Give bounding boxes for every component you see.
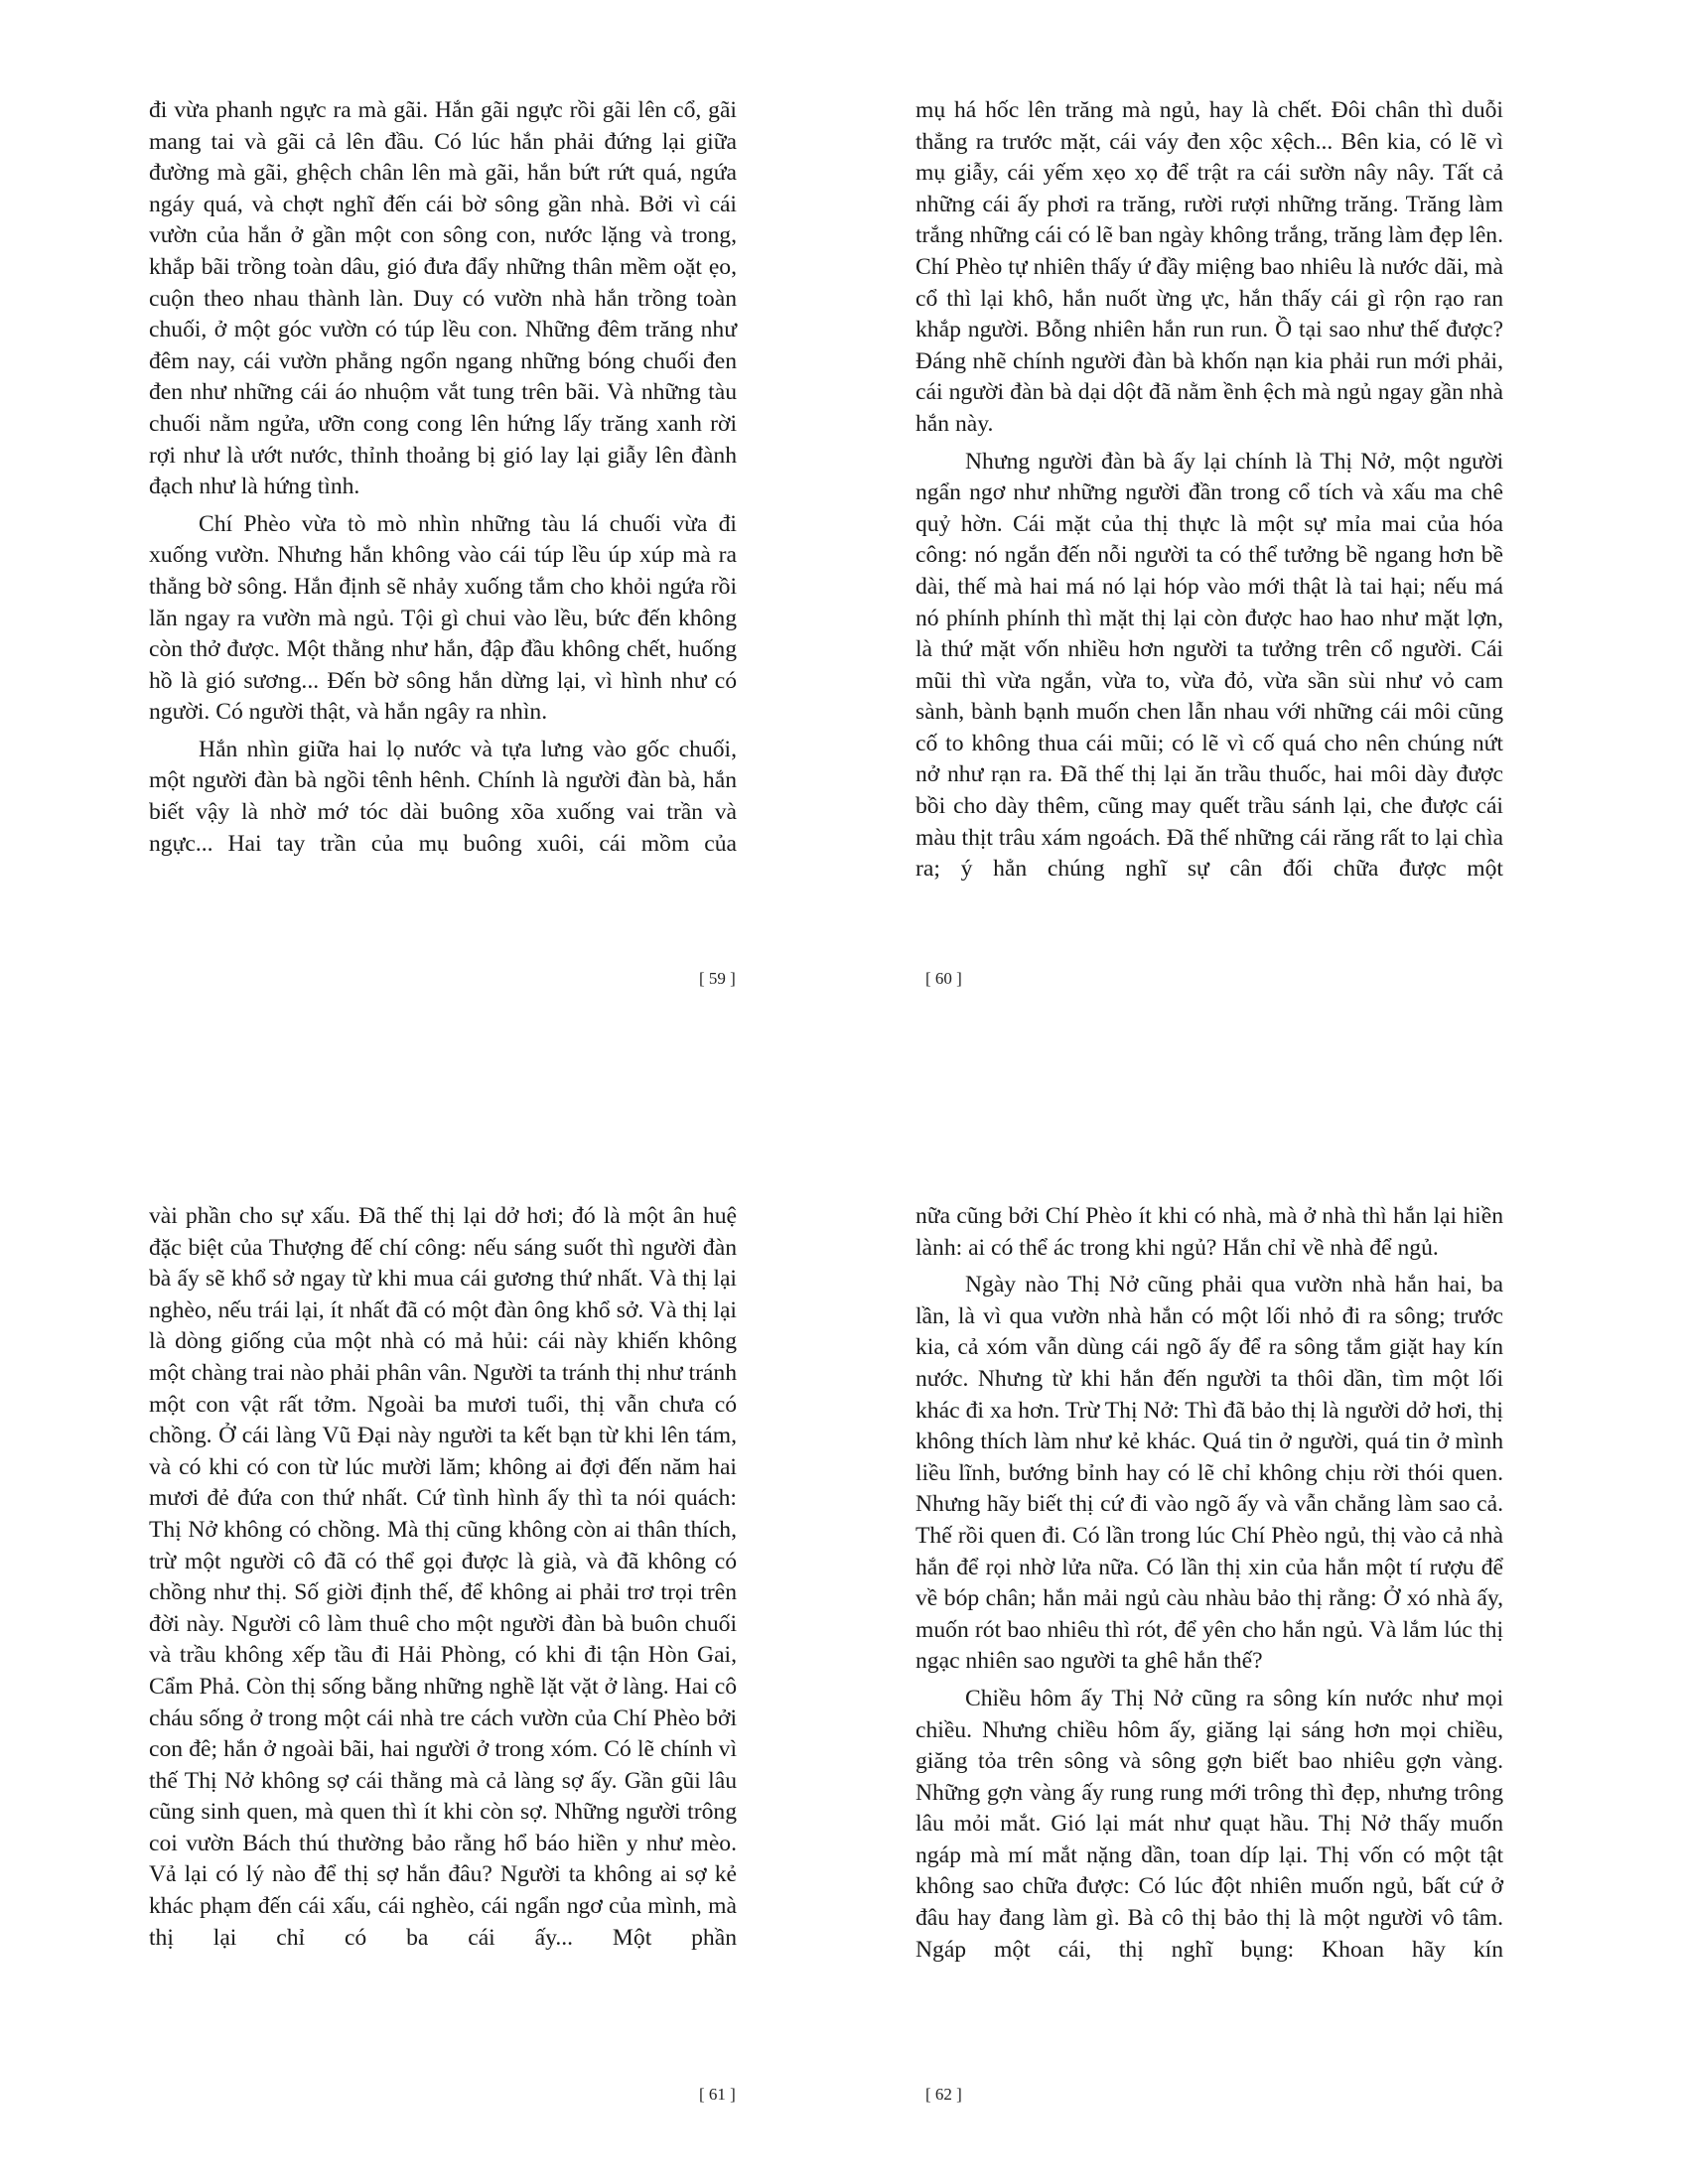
page-60-body (915, 95, 1503, 886)
paragraph: mụ há hốc lên trăng mà ngủ, hay là chết. Đôi chân thì duỗi thẳng ra trước mặt, cái váy đen xộc xệch... Bên kia, có lẽ vì mụ giẫy, cái yếm xẹo xọ để trật ra cái sườn nây nây. Tất cả những cái ấy phơi ra trăng, rười rượi những trăng. Trăng làm trắng những cái có lẽ ban ngày không trắng, trăng làm đẹp lên. Chí Phèo tự nhiên thấy ứ đầy miệng bao nhiêu là nước dãi, mà cổ thì lại khô, hắn nuốt ừng ực, hắn thấy cái gì rộn rạo ran khắp người. Bỗng nhiên hắn run run. Ồ tại sao như thế được? Đáng nhẽ chính người đàn bà khốn nạn kia phải run mới phải, cái người đàn bà dại dột đã nằm ềnh ệch mà ngủ ngay gần nhà hắn này. (915, 97, 1503, 437)
page-60 (915, 95, 1503, 891)
page-61 (149, 1201, 737, 1960)
page-59-body (149, 95, 737, 860)
paragraph: nữa cũng bởi Chí Phèo ít khi có nhà, mà ở nhà thì hắn lại hiền lành: ai có thể ác trong khi ngủ? Hắn chỉ về nhà để ngủ. (915, 1203, 1503, 1261)
paragraph: Ngày nào Thị Nở cũng phải qua vườn nhà hắn hai, ba lần, là vì qua vườn nhà hắn có một lối nhỏ đi ra sông; trước kia, cả xóm vẫn dùng cái ngõ ấy để ra sông tắm giặt hay kín nước. Nhưng từ khi hắn đến người ta thôi dần, tìm một lối khác đi xa hơn. Trừ Thị Nở: Thì đã bảo thị là người dở hơi, thị không thích làm như kẻ khác. Quá tin ở người, quá tin ở mình liều lĩnh, bướng bỉnh hay có lẽ chỉ không chịu rời thói quen. Nhưng hãy biết thị cứ đi vào ngõ ấy và vẫn chẳng làm sao cả. Thế rồi quen đi. Có lần trong lúc Chí Phèo ngủ, thị vào cả nhà hắn để rọi nhờ lửa nữa. Có lần thị xin của hắn một tí rượu để về bóp chân; hắn mải ngủ càu nhàu bảo thị rằng: Ở xó nhà ấy, muốn rót bao nhiêu thì rót, để yên cho hắn ngủ. Và lắm lúc thị ngạc nhiên sao người ta ghê hắn thế? (915, 1272, 1503, 1675)
paragraph: Nhưng người đàn bà ấy lại chính là Thị Nở, một người ngẩn ngơ như những người đần trong cổ tích và xấu ma chê quỷ hờn. Cái mặt của thị thực là một sự mỉa mai của hóa công: nó ngắn đến nỗi người ta có thể tưởng bề ngang hơn bề dài, thế mà hai má nó lại hóp vào mới thật là tai hại; nếu má nó phính phính thì mặt thị lại còn được hao hao như mặt lợn, là thứ mặt vốn nhiều hơn người ta tưởng trên cổ người. Cái mũi thì vừa ngắn, vừa to, vừa đỏ, vừa sần sùi như vỏ cam sành, bành bạnh muốn chen lẫn nhau với những cái môi cũng cố to không thua cái mũi; có lẽ vì cố quá cho nên chúng nứt nở như rạn ra. Đã thế thị lại ăn trầu thuốc, hai môi dày được bồi cho dày thêm, cũng may quết trầu sánh lại, che được cái màu thịt trâu xám ngoách. Đã thế những cái răng rất to lại chìa ra; ý hẳn chúng nghĩ sự cân đối chữa được một (915, 448, 1503, 883)
paragraph: Chí Phèo vừa tò mò nhìn những tàu lá chuối vừa đi xuống vườn. Nhưng hắn không vào cái túp lều úp xúp mà ra thẳng bờ sông. Hắn định sẽ nhảy xuống tắm cho khỏi ngứa rồi lăn ngay ra vườn mà ngủ. Tội gì chui vào lều, bức đến không còn thở được. Một thằng như hắn, đập đầu không chết, huống hồ là gió sương... Đến bờ sông hắn dừng lại, vì hình như có người. Có người thật, và hắn ngây ra nhìn. (149, 510, 737, 726)
page-number: [ 61 ] (699, 2085, 736, 2104)
paragraph: đi vừa phanh ngực ra mà gãi. Hắn gãi ngực rồi gãi lên cổ, gãi mang tai và gãi cả lên đầu. Có lúc hắn phải đứng lại giữa đường mà gãi, ghệch chân lên mà gãi, hắn bứt rứt quá, ngứa ngáy quá, và chợt nghĩ đến cái bờ sông gần nhà. Bởi vì cái vườn của hắn ở gần một con sông con, nước lặng và trong, khắp bãi trồng toàn dâu, gió đưa đẩy những thân mềm oặt ẹo, cuộn theo nhau thành làn. Duy có vườn nhà hắn trồng toàn chuối, ở một góc vườn có túp lều con. Những đêm trăng như đêm nay, cái vườn phẳng ngổn ngang những bóng chuối đen đen như những cái áo nhuộm vắt tung trên bãi. Và những tàu chuối nằm ngửa, ưỡn cong cong lên hứng lấy trăng xanh rời rợi như là ướt nước, thỉnh thoảng bị gió lay lại giẫy lên đành đạch như là hứng tình. (149, 97, 737, 500)
page-number: [ 62 ] (925, 2085, 962, 2104)
page-number: [ 59 ] (699, 969, 736, 988)
page-62 (915, 1201, 1503, 1972)
paragraph: Chiều hôm ấy Thị Nở cũng ra sông kín nước như mọi chiều. Nhưng chiều hôm ấy, giăng lại sáng hơn mọi chiều, giăng tỏa trên sông và sông gợn biết bao nhiêu gợn vàng. Những gợn vàng ấy rung rung mới trông thì đẹp, nhưng trông lâu mỏi mắt. Gió lại mát như quạt hầu. Thị Nở thấy muốn ngáp mà mí mắt nặng dần, toan díp lại. Thị vốn có một tật không sao chữa được: Có lúc đột nhiên muốn ngủ, bất cứ ở đâu hay đang làm gì. Bà cô thị bảo thị là một người vô tâm. Ngáp một cái, thị nghĩ bụng: Khoan hãy kín (915, 1685, 1503, 1963)
page-62-body (915, 1201, 1503, 1966)
page-61-body (149, 1201, 737, 1954)
paragraph: Hắn nhìn giữa hai lọ nước và tựa lưng vào gốc chuối, một người đàn bà ngồi tênh hênh. Chính là người đàn bà, hắn biết vậy là nhờ mớ tóc dài buông xõa xuống vai trần và ngực... Hai tay trần của mụ buông xuôi, cái mồm của (149, 736, 737, 857)
paragraph: vài phần cho sự xấu. Đã thế thị lại dở hơi; đó là một ân huệ đặc biệt của Thượng đế chí công: nếu sáng suốt thì người đàn bà ấy sẽ khổ sở ngay từ khi mua cái gương thứ nhất. Và thị lại nghèo, nếu trái lại, ít nhất đã có một đàn ông khổ sở. Và thị lại là dòng giống của một nhà có mả hủi: cái này khiến không một chàng trai nào phải phân vân. Người ta tránh thị như tránh một con vật rất tởm. Ngoài ba mươi tuổi, thị vẫn chưa có chồng. Ở cái làng Vũ Đại này người ta kết bạn từ khi lên tám, và có khi có con từ lúc mười lăm; không ai đợi đến năm hai mươi đẻ đứa con thứ nhất. Cứ tình hình ấy thì ta nói quách: Thị Nở không có chồng. Mà thị cũng không còn ai thân thích, trừ một người cô đã có thể gọi được là già, và đã không có chồng như thị. Số giời định thế, để không ai phải trơ trọi trên đời này. Người cô làm thuê cho một người đàn bà buôn chuối và trầu không xếp tầu đi Hải Phòng, có khi đi tận Hòn Gai, Cẩm Phả. Còn thị sống bằng những nghề lặt vặt ở làng. Hai cô cháu sống ở trong một cái nhà tre cách vườn của Chí Phèo bởi con đê; hắn ở ngoài bãi, hai người ở trong xóm. Có lẽ chính vì thế Thị Nở không sợ cái thằng mà cả làng sợ ấy. Gần gũi lâu cũng sinh quen, mà quen thì ít khi còn sợ. Những người trông coi vườn Bách thú thường bảo rằng hổ báo hiền y như mèo. Vả lại có lý nào để thị sợ hắn đâu? Người ta không ai sợ kẻ khác phạm đến cái xấu, cái nghèo, cái ngẩn ngơ của mình, mà thị lại chỉ có ba cái ấy... Một phần (149, 1203, 737, 1951)
page-59 (149, 95, 737, 866)
page-number: [ 60 ] (925, 969, 962, 988)
